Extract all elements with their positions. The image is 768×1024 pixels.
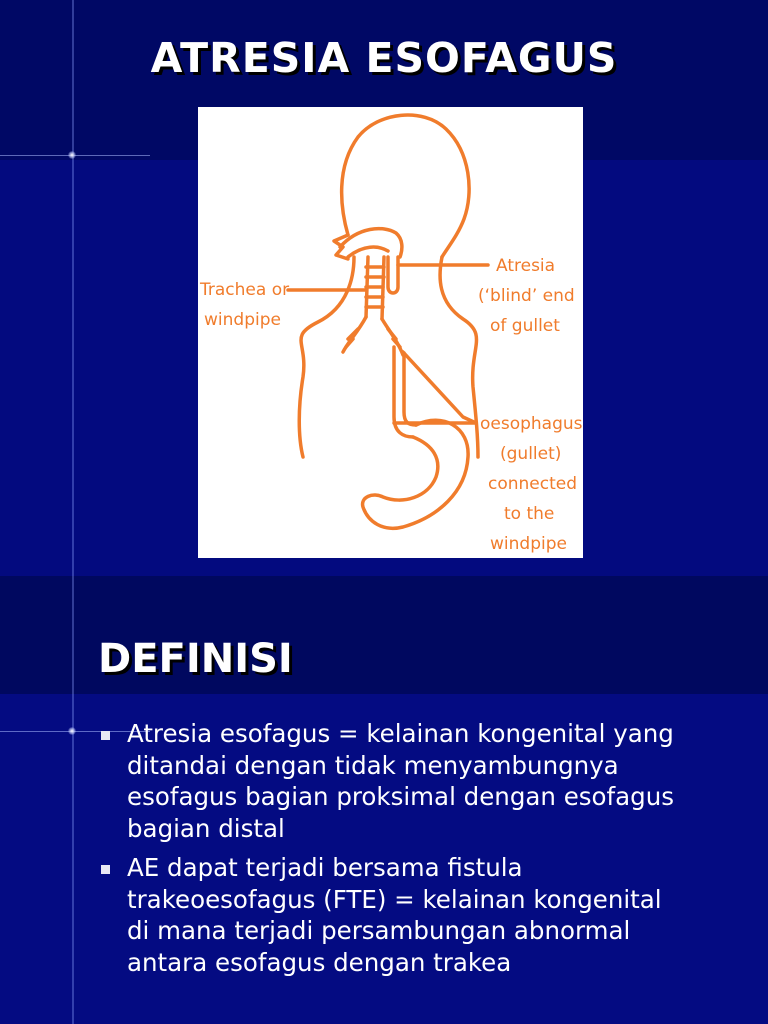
bullet-line: di mana terjadi persambungan abnormal	[127, 916, 631, 945]
label-oesophagus-4: to the	[504, 504, 555, 524]
definition-bullet	[98, 718, 738, 844]
label-trachea-1: Trachea or	[200, 280, 290, 300]
stomach-outline	[363, 420, 469, 528]
bullet-line: bagian distal	[127, 813, 285, 843]
bullet-line: esofagus bagian proksimal dengan esofagus	[127, 782, 675, 811]
section-heading: DEFINISI	[98, 636, 293, 682]
bullet-line: Atresia esofagus = kelainan kongenital yang	[127, 719, 674, 748]
definition-bullet	[98, 852, 738, 978]
bullet-line: ditandai dengan tidak menyambungnya	[127, 750, 619, 780]
fistula-label-line	[403, 352, 476, 423]
light-flare-icon	[68, 727, 76, 735]
bullet-line: antara esofagus dengan trakea	[127, 947, 512, 977]
head-outline	[342, 115, 469, 257]
mouth-outline	[340, 229, 402, 257]
decorative-vertical-line	[72, 0, 74, 576]
definition-list	[98, 718, 738, 986]
blind-esophagus-outline	[388, 257, 398, 293]
left-shoulder-outline	[299, 257, 354, 457]
slide-title: ATRESIA ESOFAGUS	[150, 34, 618, 82]
anatomy-figure	[198, 107, 583, 558]
bullet-line: AE dapat terjadi bersama fistula	[127, 853, 523, 882]
right-shoulder-outline	[440, 257, 478, 457]
light-flare-icon	[68, 151, 76, 159]
label-atresia-2: (‘blind’ end	[478, 286, 575, 306]
label-oesophagus-2: (gullet)	[500, 444, 562, 464]
label-atresia-3: of gullet	[490, 316, 560, 336]
label-oesophagus-5: windpipe	[490, 534, 567, 554]
bullet-line: trakeoesofagus (FTE) = kelainan kongenital	[127, 884, 662, 914]
bronchi-rings	[346, 329, 400, 347]
label-oesophagus-1: oesophagus	[480, 414, 583, 434]
decorative-vertical-line	[72, 576, 74, 1024]
body-outline	[288, 115, 488, 528]
bullet-square-icon	[101, 865, 110, 874]
label-atresia-1: Atresia	[496, 256, 556, 276]
label-trachea-2: windpipe	[204, 310, 281, 330]
bullet-square-icon	[101, 731, 110, 740]
anatomy-diagram-svg	[198, 107, 583, 558]
label-oesophagus-3: connected	[488, 474, 578, 494]
